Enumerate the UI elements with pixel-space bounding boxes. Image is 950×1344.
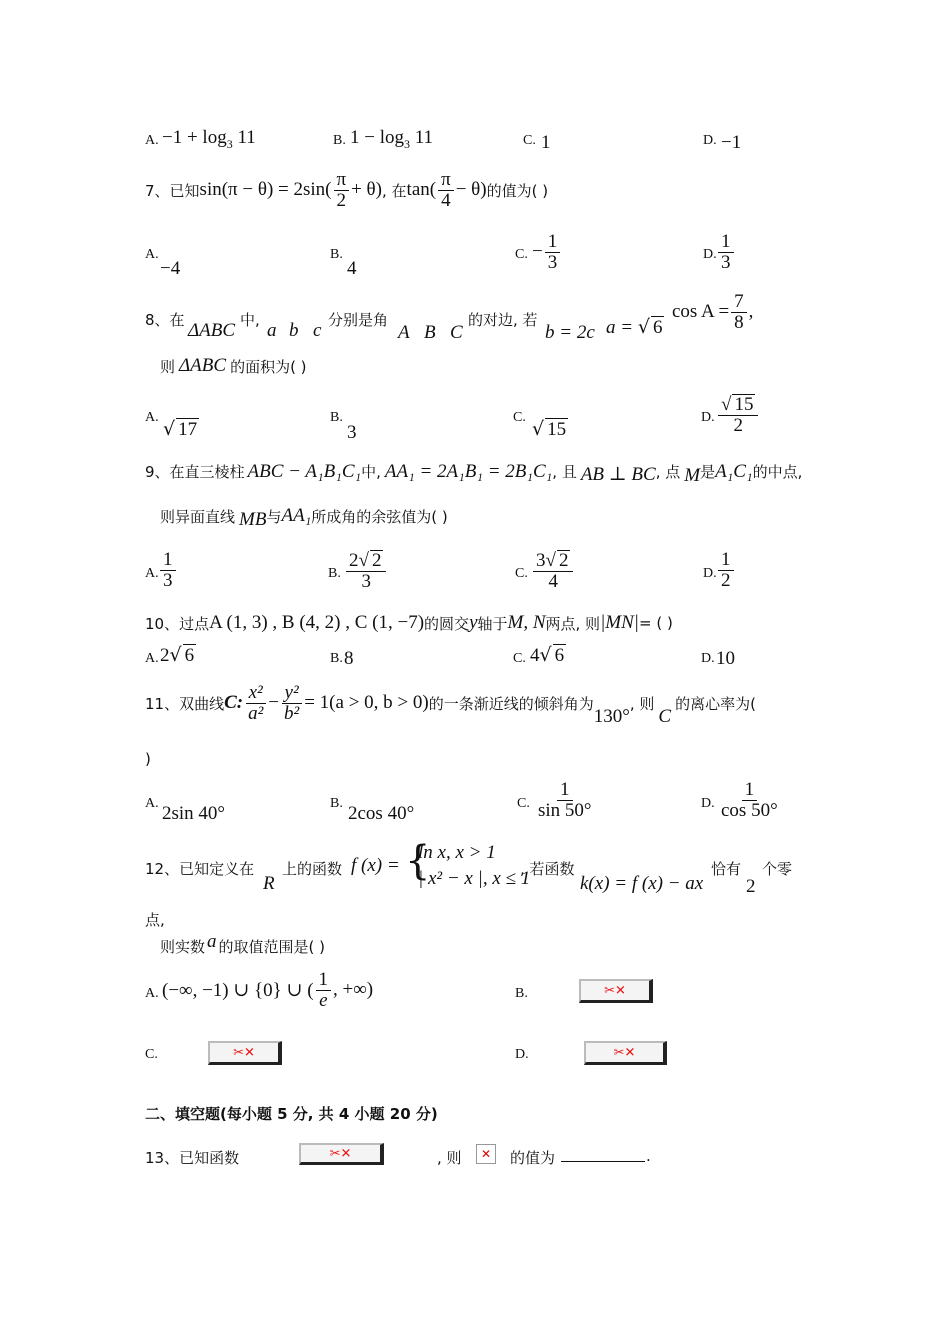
q8-text-fb: 分别是角 (328, 311, 389, 329)
q9-option-a-label: A. (145, 566, 159, 581)
q10-option-a-value: 2√ 6 (160, 644, 195, 666)
q8-side-a: a (267, 320, 277, 341)
q12-number: 12、已知定义在 (145, 860, 255, 878)
question-9-line-2: 则异面直线 MB 与 AA₁ 所成角的余弦值为( ) (160, 505, 448, 530)
q8-angle-b: B (424, 322, 436, 343)
q8-side-b: b (289, 320, 299, 341)
q7-option-b-value: 4 (347, 258, 357, 279)
q12-option-d-broken-image: ✂✕ (584, 1041, 667, 1065)
q10-option-c-label: C. (513, 651, 526, 666)
q13-expression-broken-image: ✕ (476, 1144, 496, 1164)
q7-option-d-label: D. (703, 247, 717, 262)
q12-text-4: 个零 (762, 860, 793, 878)
q8-line-2: 则 ΔABC 的面积为( ) (160, 355, 307, 376)
q8-angle-a: A (398, 322, 410, 343)
q13-number: 13、已知函数 (145, 1149, 240, 1167)
q6-option-d-value: −1 (721, 132, 742, 153)
q10-option-a-label: A. (145, 651, 159, 666)
q12-k: k(x) = f (x) − ax (580, 873, 704, 894)
q9-option-d-value: $\frac{1}{2}$ (716, 550, 736, 591)
q13-text-1: , 则 (437, 1149, 462, 1167)
q12-dian: 点, (145, 911, 165, 929)
q10-option-b-value: 8 (344, 648, 354, 669)
q8-option-a-label: A. (145, 410, 159, 425)
q13-end: . (646, 1147, 651, 1165)
q12-text-2: , 若函数 (520, 860, 575, 878)
q12-option-b-broken-image: ✂✕ (579, 979, 653, 1003)
q11-close-paren: ) (145, 750, 151, 768)
q11-option-b-value: 2cos 40° (348, 803, 415, 824)
q10-option-b-label: B. (330, 651, 343, 666)
q8-cond-1: b = 2c (545, 322, 595, 343)
q12-text-3: 恰有 (711, 860, 742, 878)
q6-option-d-label: D. (703, 133, 717, 148)
q8-option-b-label: B. (330, 410, 343, 425)
q11-option-b-label: B. (330, 796, 343, 811)
q11-option-a-value: 2sin 40° (162, 803, 226, 824)
q9-option-c-label: C. (515, 566, 528, 581)
q8-zhong: 中, (240, 311, 260, 329)
q6-option-c-label: C. (523, 133, 536, 148)
question-11: 11、双曲线 C: $\frac{\text{x²}}{\text{a²}}$ − $\frac{\text{y²}}{\text{b²}}$ = 1(a > 0, b > 0) 的一条渐近线的倾斜角为 130° , 则 C 的离心率为( (145, 682, 756, 728)
q8-side-c: c (313, 320, 322, 341)
q12-option-a-label: A. (145, 986, 159, 1001)
q7-option-a-label: A. (145, 247, 159, 262)
q11-option-a-label: A. (145, 796, 159, 811)
q13-text-2: 的值为 (510, 1149, 556, 1167)
q7-option-b-label: B. (330, 247, 343, 262)
q6-option-a-label: A. (145, 133, 159, 148)
q6-option-a-value: $-1 + \log_3 11$ (162, 127, 256, 151)
q12-option-a-value: (−∞, −1) ∪ {0} ∪ ( $\frac{1}{e}$ , +∞) (162, 969, 374, 1011)
q13-answer-blank[interactable] (561, 1147, 645, 1166)
q10-option-c-value: 4√ 6 (530, 644, 565, 666)
question-7: 7、已知 sin(π − θ) = 2sin( $\frac{\pi}{2}$ + θ) , 在 tan( $\frac{\pi}{4}$ − θ) 的值为( ) (145, 169, 549, 211)
q8-option-a-value: √ 17 (163, 418, 198, 440)
question-10: 10、过点 A (1, 3) , B (4, 2) , C (1, −7) 的圆交 y 轴于 M, N 两点, 则 |MN| = ( ) (145, 612, 673, 633)
q7-option-d-value: $\frac{1}{3}$ (716, 232, 736, 273)
q11-option-d-label: D. (701, 796, 715, 811)
q6-option-b-value: $1 - \log_3 11$ (350, 127, 434, 151)
q12-option-c-label: C. (145, 1047, 158, 1062)
q11-option-c-value: $\frac{1}{\sin 50^\circ}$ (538, 779, 592, 821)
q8-option-c-label: C. (513, 410, 526, 425)
q8-angle-c: C (450, 322, 463, 343)
q12-option-d-label: D. (515, 1047, 529, 1062)
q10-option-d-label: D. (701, 651, 715, 666)
q9-option-c-value: $\frac{3√ 2}{4}$ (531, 550, 575, 592)
q8-option-d-value: $\frac{√ 15}{2}$ (716, 394, 760, 436)
q8-option-d-label: D. (701, 410, 715, 425)
q9-option-b-value: $\frac{2√ 2}{3}$ (344, 550, 388, 592)
q12-r: R (263, 873, 275, 894)
q8-triangle: ΔABC (188, 320, 236, 341)
q10-option-d-value: 10 (716, 648, 735, 669)
q12-option-b-label: B. (515, 986, 528, 1001)
q7-option-c-label: C. (515, 247, 528, 262)
q6-option-b-label: B. (333, 133, 346, 148)
q12-two: 2 (746, 876, 756, 897)
q8-number: 8、在 (145, 311, 185, 329)
q8-option-c-value: √ 15 (532, 418, 567, 440)
q9-option-d-label: D. (703, 566, 717, 581)
q12-case-1: ln x, x > 1 (418, 842, 496, 863)
section-2-title: 二、填空题(每小题 5 分, 共 4 小题 20 分) (145, 1105, 438, 1123)
q7-option-a-value: −4 (160, 258, 181, 279)
q8-option-b-value: 3 (347, 422, 357, 443)
q12-brace: { (405, 838, 431, 884)
q12-text-1: 上的函数 (282, 860, 343, 878)
q12-option-c-broken-image: ✂✕ (208, 1041, 282, 1065)
q8-cond-2: a = √ 6 (606, 316, 663, 338)
q9-option-b-label: B. (328, 566, 341, 581)
q8-cos-a: cos A = $\frac{7}{8}$ , (672, 291, 754, 333)
q13-function-broken-image: ✂✕ (299, 1143, 384, 1165)
q9-option-a-value: $\frac{1}{3}$ (158, 550, 178, 591)
q12-line-3: 则实数 a 的取值范围是( ) (160, 931, 325, 956)
question-9-line-1: 9、在直三棱柱 ABC − A₁B₁C₁ 中, AA₁ = 2A₁B₁ = 2B₁C₁ , 且 AB ⊥ BC , 点 M 是 A₁C₁ 的中点, (145, 460, 803, 486)
q12-case-2: | x² − x |, x ≤ 1 (418, 868, 531, 889)
q12-f: f (x) = (351, 855, 400, 876)
q7-option-c-value: − $\frac{1}{3}$ (532, 232, 562, 273)
q8-text-dui: 的对边, 若 (468, 311, 538, 329)
q11-option-d-value: $\frac{1}{\cos 50^\circ}$ (721, 779, 778, 821)
q11-option-c-label: C. (517, 796, 530, 811)
q6-option-c-value: 1 (541, 132, 551, 153)
